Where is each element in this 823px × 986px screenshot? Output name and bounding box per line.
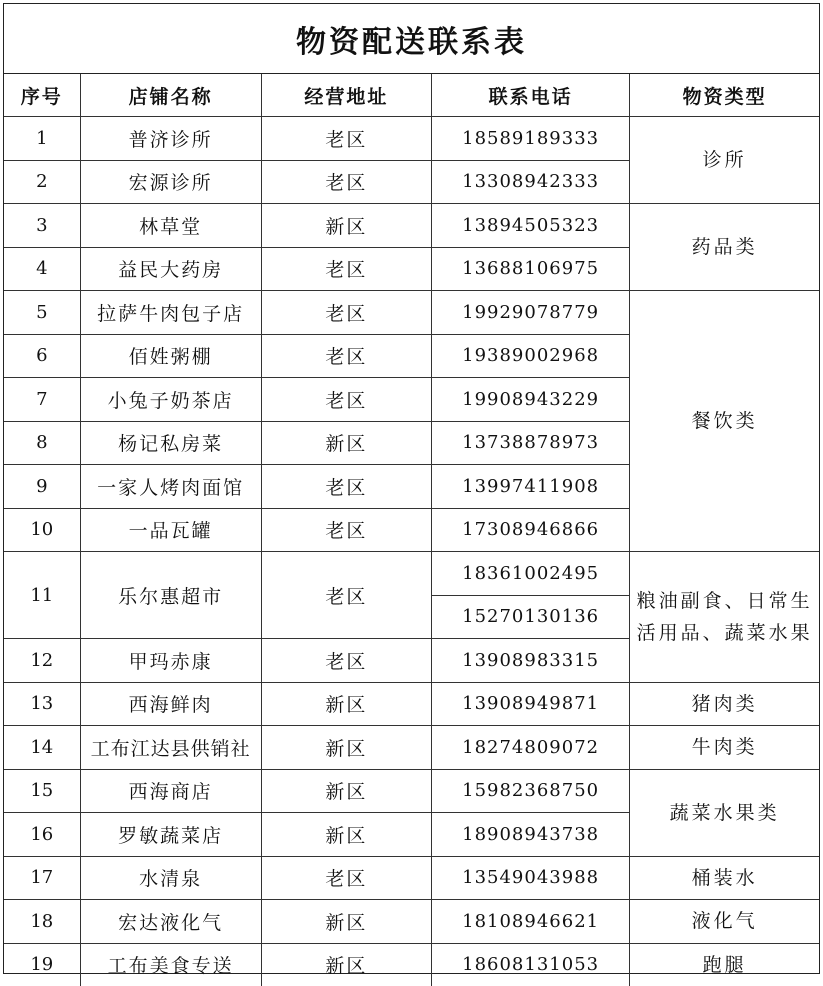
store-name: 佰姓粥棚	[80, 334, 261, 378]
type-catering: 餐饮类	[630, 291, 819, 552]
address: 老区	[261, 160, 431, 204]
row-no: 2	[4, 160, 80, 204]
address: 老区	[261, 291, 431, 335]
store-name: 宏源诊所	[80, 160, 261, 204]
table-row	[4, 552, 819, 596]
address: 新区	[261, 900, 431, 944]
page-title: 物资配送联系表	[296, 24, 527, 60]
row-no: 17	[4, 856, 80, 900]
header-no: 序号	[4, 74, 80, 117]
phone: 13688106975	[432, 247, 630, 291]
phone: 18361002495	[432, 552, 630, 596]
address: 老区	[261, 117, 431, 161]
row-no: 9	[4, 465, 80, 509]
address: 老区	[261, 247, 431, 291]
phone: 13908983315	[432, 639, 630, 683]
store-name: 一家人烤肉面馆	[80, 465, 261, 509]
phone: 19389002968	[432, 334, 630, 378]
row-no: 14	[4, 726, 80, 770]
table-row	[4, 900, 819, 944]
phone: 13908949871	[432, 682, 630, 726]
address: 老区	[261, 465, 431, 509]
store-name: 罗敏蔬菜店	[80, 813, 261, 857]
phone: 18108946621	[432, 900, 630, 944]
table-row	[4, 204, 819, 248]
phone: 19908943229	[432, 378, 630, 422]
phone: 18274809072	[432, 726, 630, 770]
store-name: 杨记私房菜	[80, 421, 261, 465]
table-row	[4, 943, 819, 986]
header-type: 物资类型	[630, 74, 819, 117]
row-no: 11	[4, 552, 80, 639]
row-no: 18	[4, 900, 80, 944]
address: 老区	[261, 334, 431, 378]
address: 新区	[261, 421, 431, 465]
header-phone: 联系电话	[432, 74, 630, 117]
address: 老区	[261, 639, 431, 683]
table-row	[4, 726, 819, 770]
row-no: 4	[4, 247, 80, 291]
type-bottled-water: 桶装水	[630, 856, 819, 900]
type-vegetable-fruit: 蔬菜水果类	[630, 769, 819, 856]
address: 老区	[261, 378, 431, 422]
phone: 13738878973	[432, 421, 630, 465]
table-row	[4, 291, 819, 335]
contact-table	[4, 74, 819, 986]
phone: 13549043988	[432, 856, 630, 900]
table-row	[4, 769, 819, 813]
phone: 18908943738	[432, 813, 630, 857]
store-name: 一品瓦罐	[80, 508, 261, 552]
type-beef: 牛肉类	[630, 726, 819, 770]
header-address: 经营地址	[261, 74, 431, 117]
store-name: 益民大药房	[80, 247, 261, 291]
store-name: 小兔子奶茶店	[80, 378, 261, 422]
row-no: 8	[4, 421, 80, 465]
row-no: 10	[4, 508, 80, 552]
address: 老区	[261, 508, 431, 552]
phone: 13997411908	[432, 465, 630, 509]
store-name: 乐尔惠超市	[80, 552, 261, 639]
phone: 19929078779	[432, 291, 630, 335]
table-row	[4, 856, 819, 900]
row-no: 3	[4, 204, 80, 248]
type-pharmacy: 药品类	[630, 204, 819, 291]
phone: 18589189333	[432, 117, 630, 161]
store-name: 西海商店	[80, 769, 261, 813]
address: 老区	[261, 552, 431, 639]
address: 新区	[261, 726, 431, 770]
type-clinic: 诊所	[630, 117, 819, 204]
phone: 17308946866	[432, 508, 630, 552]
contact-sheet	[3, 3, 820, 978]
row-no: 19	[4, 943, 80, 986]
phone: 18608131053	[432, 943, 630, 986]
store-name: 甲玛赤康	[80, 639, 261, 683]
address: 新区	[261, 682, 431, 726]
phone: 15982368750	[432, 769, 630, 813]
row-no: 7	[4, 378, 80, 422]
phone: 13308942333	[432, 160, 630, 204]
row-no: 6	[4, 334, 80, 378]
store-name: 宏达液化气	[80, 900, 261, 944]
type-errand: 跑腿	[630, 943, 819, 986]
type-pork: 猪肉类	[630, 682, 819, 726]
phone-secondary: 15270130136	[432, 595, 630, 639]
store-name: 普济诊所	[80, 117, 261, 161]
phone: 13894505323	[432, 204, 630, 248]
address: 新区	[261, 204, 431, 248]
store-name: 拉萨牛肉包子店	[80, 291, 261, 335]
store-name: 水清泉	[80, 856, 261, 900]
row-no: 15	[4, 769, 80, 813]
row-no: 1	[4, 117, 80, 161]
row-no: 12	[4, 639, 80, 683]
header-store-name: 店铺名称	[80, 74, 261, 117]
row-no: 5	[4, 291, 80, 335]
address: 新区	[261, 943, 431, 986]
store-name: 西海鲜肉	[80, 682, 261, 726]
type-lpg: 液化气	[630, 900, 819, 944]
address: 新区	[261, 769, 431, 813]
address: 新区	[261, 813, 431, 857]
table-row	[4, 117, 819, 161]
row-no: 16	[4, 813, 80, 857]
store-name: 工布美食专送	[80, 943, 261, 986]
title-row	[4, 4, 819, 74]
type-grocery: 粮油副食、日常生活用品、蔬菜水果	[630, 552, 819, 683]
header-row	[4, 74, 819, 117]
row-no: 13	[4, 682, 80, 726]
table-row	[4, 682, 819, 726]
store-name: 工布江达县供销社	[80, 726, 261, 770]
store-name: 林草堂	[80, 204, 261, 248]
address: 老区	[261, 856, 431, 900]
